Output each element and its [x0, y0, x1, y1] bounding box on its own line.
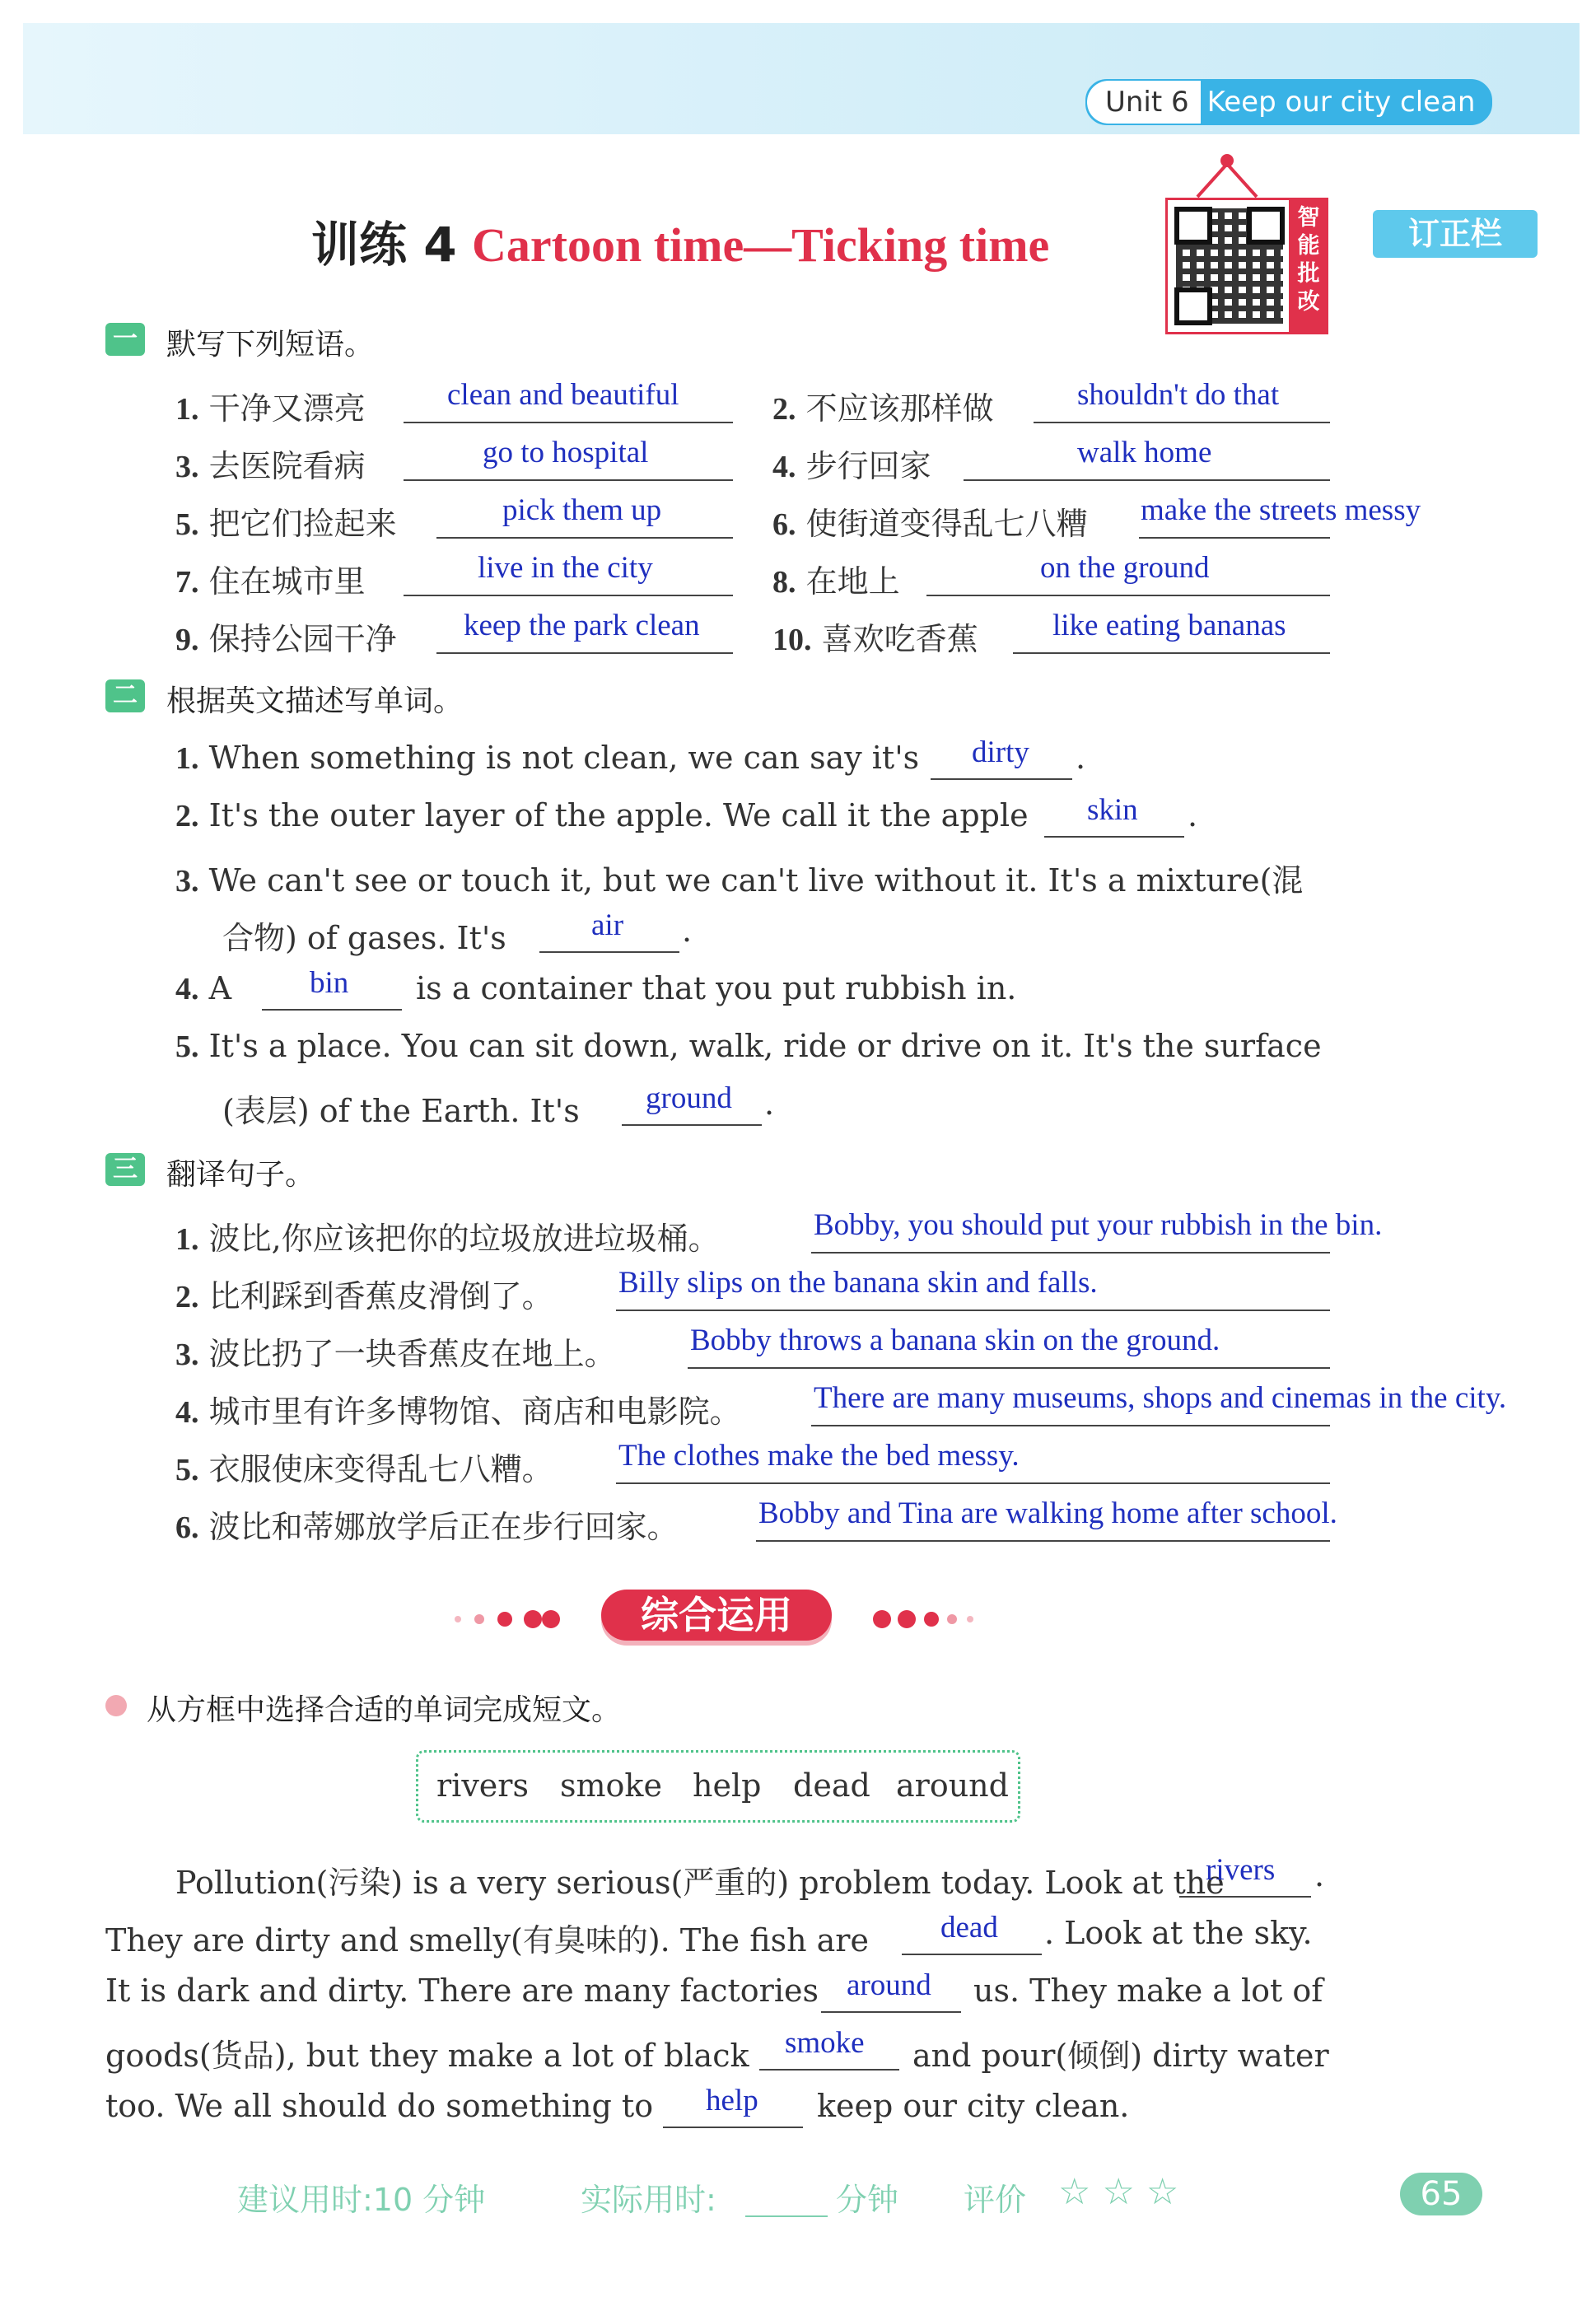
answer-text: Bobby throws a banana skin on the ground. — [690, 1324, 1220, 1357]
answer-line — [616, 1310, 1330, 1311]
answer-text: Bobby and Tina are walking home after school. — [758, 1496, 1337, 1530]
answer-line — [1044, 836, 1184, 838]
actual-time-unit: 分钟 — [836, 2182, 899, 2218]
phrase-item: 7. 住在城市里 — [175, 563, 366, 600]
word-bank-item: smoke — [560, 1767, 662, 1804]
question-4-after: is a container that you put rubbish in. — [416, 970, 1017, 1006]
star-icon[interactable]: ☆ — [1102, 2171, 1135, 2213]
unit-label: Unit 6 — [1087, 81, 1201, 124]
phrase-item: 9. 保持公园干净 — [175, 621, 397, 657]
answer-text: live in the city — [478, 551, 653, 585]
answer-line — [931, 778, 1072, 780]
question-2: 2. It's the outer layer of the apple. We call it the apple — [175, 797, 1029, 833]
punct: . — [682, 913, 693, 949]
answer-line — [964, 479, 1330, 481]
word-bank — [416, 1750, 1020, 1823]
answer-text: like eating bananas — [1052, 609, 1286, 642]
answer-text: dirty — [972, 735, 1029, 769]
passage-line: too. We all should do something to — [105, 2088, 654, 2124]
section-1-title: 默写下列短语。 — [166, 328, 375, 362]
punct: . — [1076, 740, 1086, 776]
answer-text: rivers — [1206, 1853, 1276, 1887]
answer-text: on the ground — [1040, 551, 1210, 585]
answer-text: smoke — [785, 2026, 865, 2060]
phrase-item: 6. 使街道变得乱七八糟 — [772, 506, 1088, 542]
word-bank-item: around — [896, 1767, 1009, 1804]
actual-time-label: 实际用时: — [581, 2182, 716, 2218]
answer-text: walk home — [1077, 436, 1212, 469]
passage-line: It is dark and dirty. There are many factories — [105, 1973, 819, 2009]
answer-line — [404, 595, 733, 596]
lesson-subtitle: Cartoon time—Ticking time — [472, 218, 1050, 272]
answer-text: The clothes make the bed messy. — [618, 1439, 1020, 1473]
lesson-title — [311, 206, 1049, 275]
phrase-item: 10. 喜欢吃香蕉 — [772, 621, 978, 657]
section-2-badge: 二 — [105, 679, 145, 712]
punct: . — [1314, 1857, 1325, 1893]
answer-text: keep the park clean — [464, 609, 700, 642]
answer-text: clean and beautiful — [447, 378, 679, 412]
question-3: 3. We can't see or touch it, but we can't live without it. It's a mixture(混 — [175, 862, 1304, 899]
answer-text: around — [847, 1968, 931, 2002]
answer-line — [663, 2127, 803, 2128]
passage-line-after: us. They make a lot of — [973, 1973, 1323, 2009]
answer-text: dead — [940, 1911, 998, 1945]
answer-line — [811, 1252, 1330, 1254]
punct: . — [764, 1085, 775, 1122]
star-icon[interactable]: ☆ — [1058, 2171, 1091, 2213]
passage-line-after: keep our city clean. — [817, 2088, 1130, 2124]
qr-code[interactable] — [1165, 198, 1294, 334]
phrase-item: 4. 步行回家 — [772, 448, 931, 484]
answer-text: go to hospital — [483, 436, 649, 469]
translation-item: 1. 波比,你应该把你的垃圾放进垃圾桶。 — [175, 1221, 720, 1257]
answer-line — [1179, 1896, 1311, 1898]
section-3-title: 翻译句子。 — [166, 1158, 315, 1192]
answer-line — [688, 1367, 1330, 1369]
passage-line-after: and pour(倾倒) dirty water — [912, 2038, 1329, 2074]
unit-title: Keep our city clean — [1206, 86, 1476, 119]
actual-time-blank[interactable] — [745, 2215, 828, 2217]
word-bank-item: rivers — [436, 1767, 529, 1804]
answer-text: pick them up — [502, 493, 662, 527]
correction-column-label: 订正栏 — [1373, 210, 1538, 258]
rating-stars[interactable] — [1058, 2171, 1178, 2213]
answer-text: make the streets messy — [1141, 493, 1421, 527]
phrase-item: 3. 去医院看病 — [175, 448, 366, 484]
phrase-item: 5. 把它们捡起来 — [175, 506, 397, 542]
answer-line — [759, 2069, 899, 2071]
question-4: 4. A — [175, 970, 232, 1006]
question-5-cont: (表层) of the Earth. It's — [222, 1093, 580, 1129]
answer-text: air — [591, 908, 624, 942]
answer-text: Billy slips on the banana skin and falls. — [618, 1266, 1098, 1300]
answer-line — [926, 595, 1330, 596]
answer-line — [1013, 652, 1330, 654]
answer-line — [756, 1540, 1330, 1542]
question-3-cont: 合物) of gases. It's — [222, 920, 506, 956]
translation-item: 4. 城市里有许多博物馆、商店和电影院。 — [175, 1394, 741, 1430]
answer-line — [436, 537, 733, 539]
passage-line: goods(货品), but they make a lot of black — [105, 2038, 749, 2074]
translation-item: 2. 比利踩到香蕉皮滑倒了。 — [175, 1278, 553, 1314]
phrase-item: 1. 干净又漂亮 — [175, 390, 366, 427]
answer-text: Bobby, you should put your rubbish in the bin. — [814, 1208, 1383, 1242]
rating-label: 评价 — [964, 2182, 1027, 2218]
answer-text: help — [706, 2084, 758, 2117]
answer-line — [811, 1425, 1330, 1426]
lesson-number: 训练 4 — [311, 217, 457, 273]
hanger-icon — [1194, 152, 1260, 198]
comprehensive-banner: 综合运用 — [601, 1590, 832, 1641]
answer-line — [539, 951, 679, 953]
translation-item: 3. 波比扔了一块香蕉皮在地上。 — [175, 1336, 616, 1372]
word-bank-item: dead — [793, 1767, 870, 1804]
answer-line — [436, 652, 733, 654]
section-1-badge: 一 — [105, 323, 145, 356]
question-1: 1. When something is not clean, we can say it's — [175, 740, 920, 776]
suggested-time: 建议用时:10 分钟 — [237, 2182, 486, 2218]
smart-grading-label: 智 能 批 改 — [1289, 198, 1328, 334]
answer-line — [821, 2011, 961, 2013]
answer-line — [1139, 537, 1330, 539]
translation-item: 5. 衣服使床变得乱七八糟。 — [175, 1451, 553, 1487]
section-2-title: 根据英文描述写单词。 — [166, 684, 464, 718]
answer-line — [902, 1954, 1042, 1955]
answer-text: There are many museums, shops and cinemas in the city. — [814, 1381, 1507, 1415]
answer-line — [262, 1009, 402, 1011]
word-bank-item: help — [693, 1767, 762, 1804]
section-3-badge: 三 — [105, 1153, 145, 1186]
comprehensive-instruction: 从方框中选择合适的单词完成短文。 — [147, 1693, 622, 1727]
translation-item: 6. 波比和蒂娜放学后正在步行回家。 — [175, 1509, 679, 1545]
answer-line — [404, 479, 733, 481]
answer-line — [1034, 422, 1330, 423]
unit-badge — [1085, 79, 1492, 125]
answer-line — [622, 1124, 762, 1126]
answer-text: shouldn't do that — [1077, 378, 1280, 412]
bullet-icon — [105, 1695, 127, 1716]
answer-text: skin — [1087, 793, 1138, 827]
punct: . — [1188, 797, 1198, 833]
star-icon[interactable]: ☆ — [1146, 2171, 1179, 2213]
answer-text: ground — [646, 1081, 732, 1115]
answer-line — [404, 422, 733, 423]
passage-line: Pollution(污染) is a very serious(严重的) problem today. Look at the — [175, 1865, 1225, 1901]
answer-text: bin — [310, 966, 349, 1000]
passage-line-after: . Look at the sky. — [1044, 1915, 1313, 1951]
phrase-item: 2. 不应该那样做 — [772, 390, 994, 427]
phrase-item: 8. 在地上 — [772, 563, 900, 600]
answer-line — [616, 1482, 1330, 1484]
passage-line: They are dirty and smelly(有臭味的). The fish are — [105, 1922, 869, 1959]
question-5: 5. It's a place. You can sit down, walk, ride or drive on it. It's the surface — [175, 1028, 1322, 1064]
page-number: 65 — [1400, 2173, 1482, 2215]
